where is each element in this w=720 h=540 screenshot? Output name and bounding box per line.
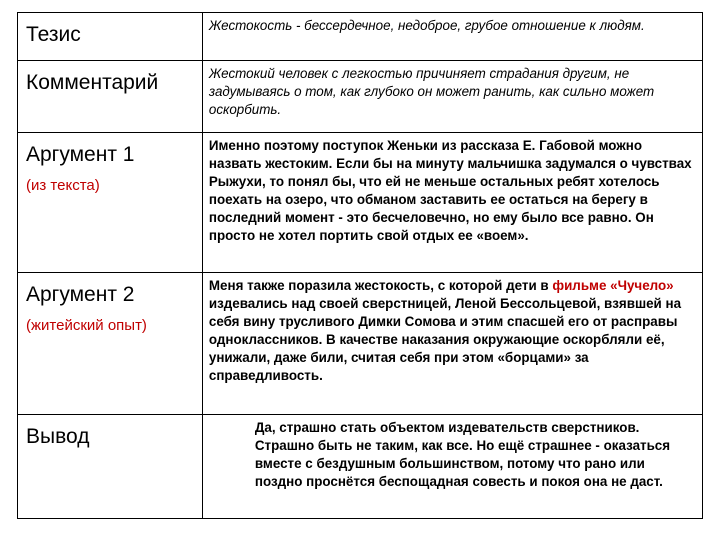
row-label: Аргумент 2 xyxy=(26,283,135,306)
row-label-cell xyxy=(18,133,203,273)
row-text: Да, страшно стать объектом издевательств сверстников. Страшно быть не таким, как все. Но ещё страшнее - оказаться вместе с бездушным большинством, потому что рано или поздно проснётся беспощадная совесть и покоя она не даст. xyxy=(254,420,671,489)
row-label: Тезис xyxy=(26,23,81,46)
row-label-cell xyxy=(18,13,203,61)
row-text: Жестокий человек с легкостью причиняет страдания другим, не задумываясь о том, как глубоко он может ранить, как сильно может оскорбить. xyxy=(208,66,655,117)
row-label: Комментарий xyxy=(26,71,159,94)
table-row xyxy=(18,133,703,273)
row-text-cell xyxy=(202,415,702,519)
row-text: Жестокость - бессердечное, недоброе, грубое отношение к людям. xyxy=(208,18,645,33)
row-label-cell xyxy=(18,415,203,519)
row-text-cell xyxy=(202,61,702,133)
row-label-cell xyxy=(18,61,203,133)
row-text-cell xyxy=(202,13,702,61)
table-row xyxy=(18,415,703,519)
row-label: Вывод xyxy=(26,425,90,448)
essay-table xyxy=(17,12,703,519)
table-row xyxy=(18,13,703,61)
table-row xyxy=(18,61,703,133)
row-text: Именно поэтому поступок Женьки из рассказа Е. Габовой можно назвать жестоким. Если бы на минуту мальчишка задумался о чувствах Рыжухи, то понял бы, что ей не меньше остальных ребят хотелось поехать на озеро, что обманом заставить ее остаться на берегу в последний момент - это бесчеловечно, но ему было все равно. Он просто не хотел портить свой отдых ее «воем». xyxy=(208,138,692,243)
row-label-cell xyxy=(18,273,203,415)
row-text xyxy=(203,273,702,385)
row-sublabel: (из текста) xyxy=(26,177,100,194)
film-title-highlight: фильме «Чучело» xyxy=(552,278,674,293)
row-text-part: Меня также поразила жестокость, с которой дети в xyxy=(208,278,553,293)
table-row xyxy=(18,273,703,415)
row-sublabel: (житейский опыт) xyxy=(26,317,147,334)
row-text-part: издевались над своей сверстницей, Леной Бессольцевой, взявшей на себя вину трусливого Димки Сомова и этим спасшей его от расправы одноклассников. В качестве наказания окружающие оскорбляли её, унижали, даже били, считая себя при этом «борцами» за справедливость. xyxy=(208,296,682,383)
row-text-cell xyxy=(202,273,702,415)
row-text-cell xyxy=(202,133,702,273)
row-label: Аргумент 1 xyxy=(26,143,135,166)
